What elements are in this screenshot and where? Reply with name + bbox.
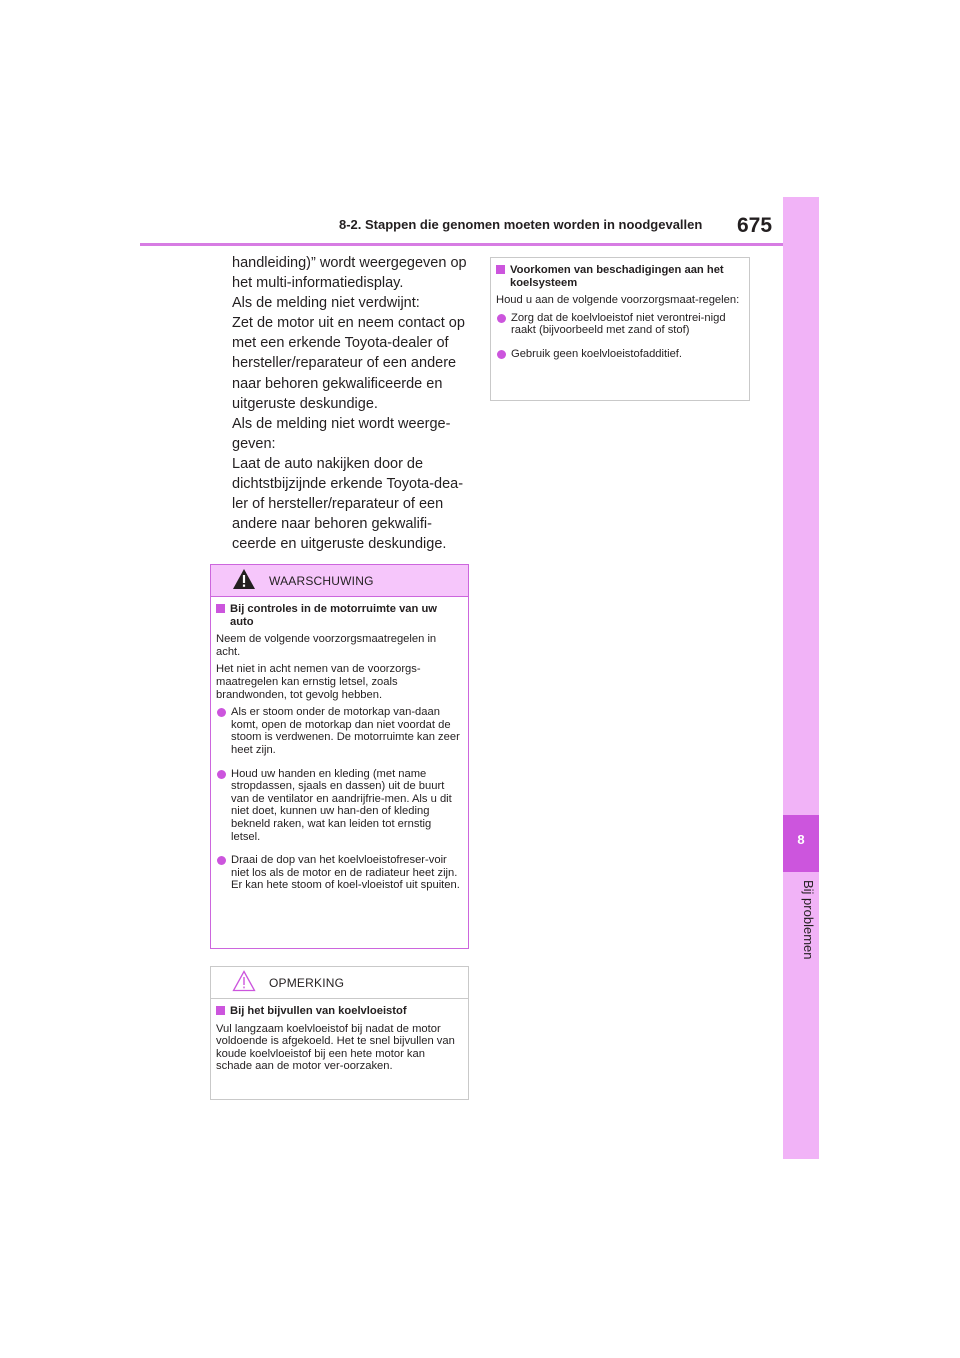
- header-rule: [140, 243, 785, 246]
- warning-intro: Neem de volgende voorzorgsmaatregelen in acht.: [216, 633, 437, 658]
- prevention-intro: Houd u aan de volgende voorzorgsmaat-regelen:: [496, 294, 740, 307]
- section-title: 8-2. Stappen die genomen moeten worden in noodgevallen: [339, 217, 703, 232]
- prevention-heading-text: Voorkomen van beschadigingen aan het koelsysteem: [510, 264, 724, 289]
- note-text: Vul langzaam koelvloeistof bij nadat de motor voldoende is afgekoeld. Het te snel bijvullen van koude koelvloeistof bij een hete motor kan schade aan de motor ver-oorzaken.: [216, 1022, 455, 1073]
- note-header: [211, 967, 468, 999]
- note-box: [210, 966, 469, 1100]
- body-paragraph: Als de melding niet wordt weerge-geven:: [232, 415, 451, 452]
- round-bullet-icon: [217, 708, 226, 717]
- list-item-text: Als er stoom onder de motorkap van-daan komt, open de motorkap dan niet voordat de stoom is verdwenen. De motorruimte kan zeer heet zijn.: [231, 706, 460, 756]
- list-item: [496, 312, 744, 337]
- prevention-heading: [496, 264, 744, 289]
- square-bullet-icon: [216, 604, 225, 613]
- list-item-text: Draai de dop van het koelvloeistofreser-voir niet los als de motor en de radiateur heet zijn. Er kan hete stoom of koel-vloeistof uit spuiten.: [231, 854, 460, 892]
- list-item: [496, 348, 744, 361]
- warning-box: [210, 564, 469, 949]
- body-paragraph: handleiding)” wordt weergegeven op het multi-informatiedisplay.: [232, 255, 467, 292]
- body-paragraph: Zet de motor uit en neem contact op met een erkende Toyota-dealer of hersteller/reparateur of een andere naar behoren gekwalificeerde en uitgeruste deskundige.: [232, 315, 465, 412]
- round-bullet-icon: [217, 856, 226, 865]
- round-bullet-icon: [497, 314, 506, 323]
- prevention-box: [490, 257, 750, 401]
- square-bullet-icon: [216, 1006, 225, 1015]
- warning-triangle-icon: [232, 568, 256, 590]
- warning-heading: [216, 603, 463, 628]
- note-heading: [216, 1005, 463, 1018]
- page-number: 675: [737, 214, 773, 237]
- list-item: [216, 768, 463, 844]
- list-item: [216, 854, 463, 892]
- list-item-text: Zorg dat de koelvloeistof niet verontrei-nigd raakt (bijvoorbeeld met zand of stof): [511, 311, 726, 337]
- round-bullet-icon: [217, 770, 226, 779]
- warning-header: [211, 565, 468, 597]
- warning-heading-text: Bij controles in de motorruimte van uw auto: [230, 603, 437, 628]
- note-label: OPMERKING: [269, 976, 345, 990]
- list-item-text: Houd uw handen en kleding (met name stropdassen, sjaals en dassen) uit de buurt van de ventilator en aandrijfrie-men. Als u dit niet doet, kunnen uw han-den of kleding bekneld raken, wat kan leiden tot ernstig letsel.: [231, 767, 452, 843]
- square-bullet-icon: [496, 265, 505, 274]
- body-paragraph: Laat de auto nakijken door de dichtstbijzijnde erkende Toyota-dea-ler of hersteller/reparateur of een andere naar behoren gekwalifi-ceerde en uitgeruste deskundige.: [232, 455, 464, 553]
- warning-label: WAARSCHUWING: [269, 574, 374, 588]
- chapter-title: Bij problemen: [801, 880, 816, 960]
- list-item: [216, 706, 463, 756]
- list-item-text: Gebruik geen koelvloeistofadditief.: [511, 347, 683, 360]
- body-text: [232, 253, 472, 554]
- side-tab-band: [783, 197, 819, 1159]
- body-paragraph: Als de melding niet verdwijnt:: [232, 295, 420, 312]
- chapter-number: 8: [797, 832, 805, 847]
- round-bullet-icon: [497, 350, 506, 359]
- caution-triangle-icon: [232, 970, 256, 992]
- note-heading-text: Bij het bijvullen van koelvloeistof: [230, 1005, 407, 1017]
- warning-consequence: Het niet in acht nemen van de voorzorgs-maatregelen kan ernstig letsel, zoals brandwonden, tot gevolg hebben.: [216, 663, 421, 701]
